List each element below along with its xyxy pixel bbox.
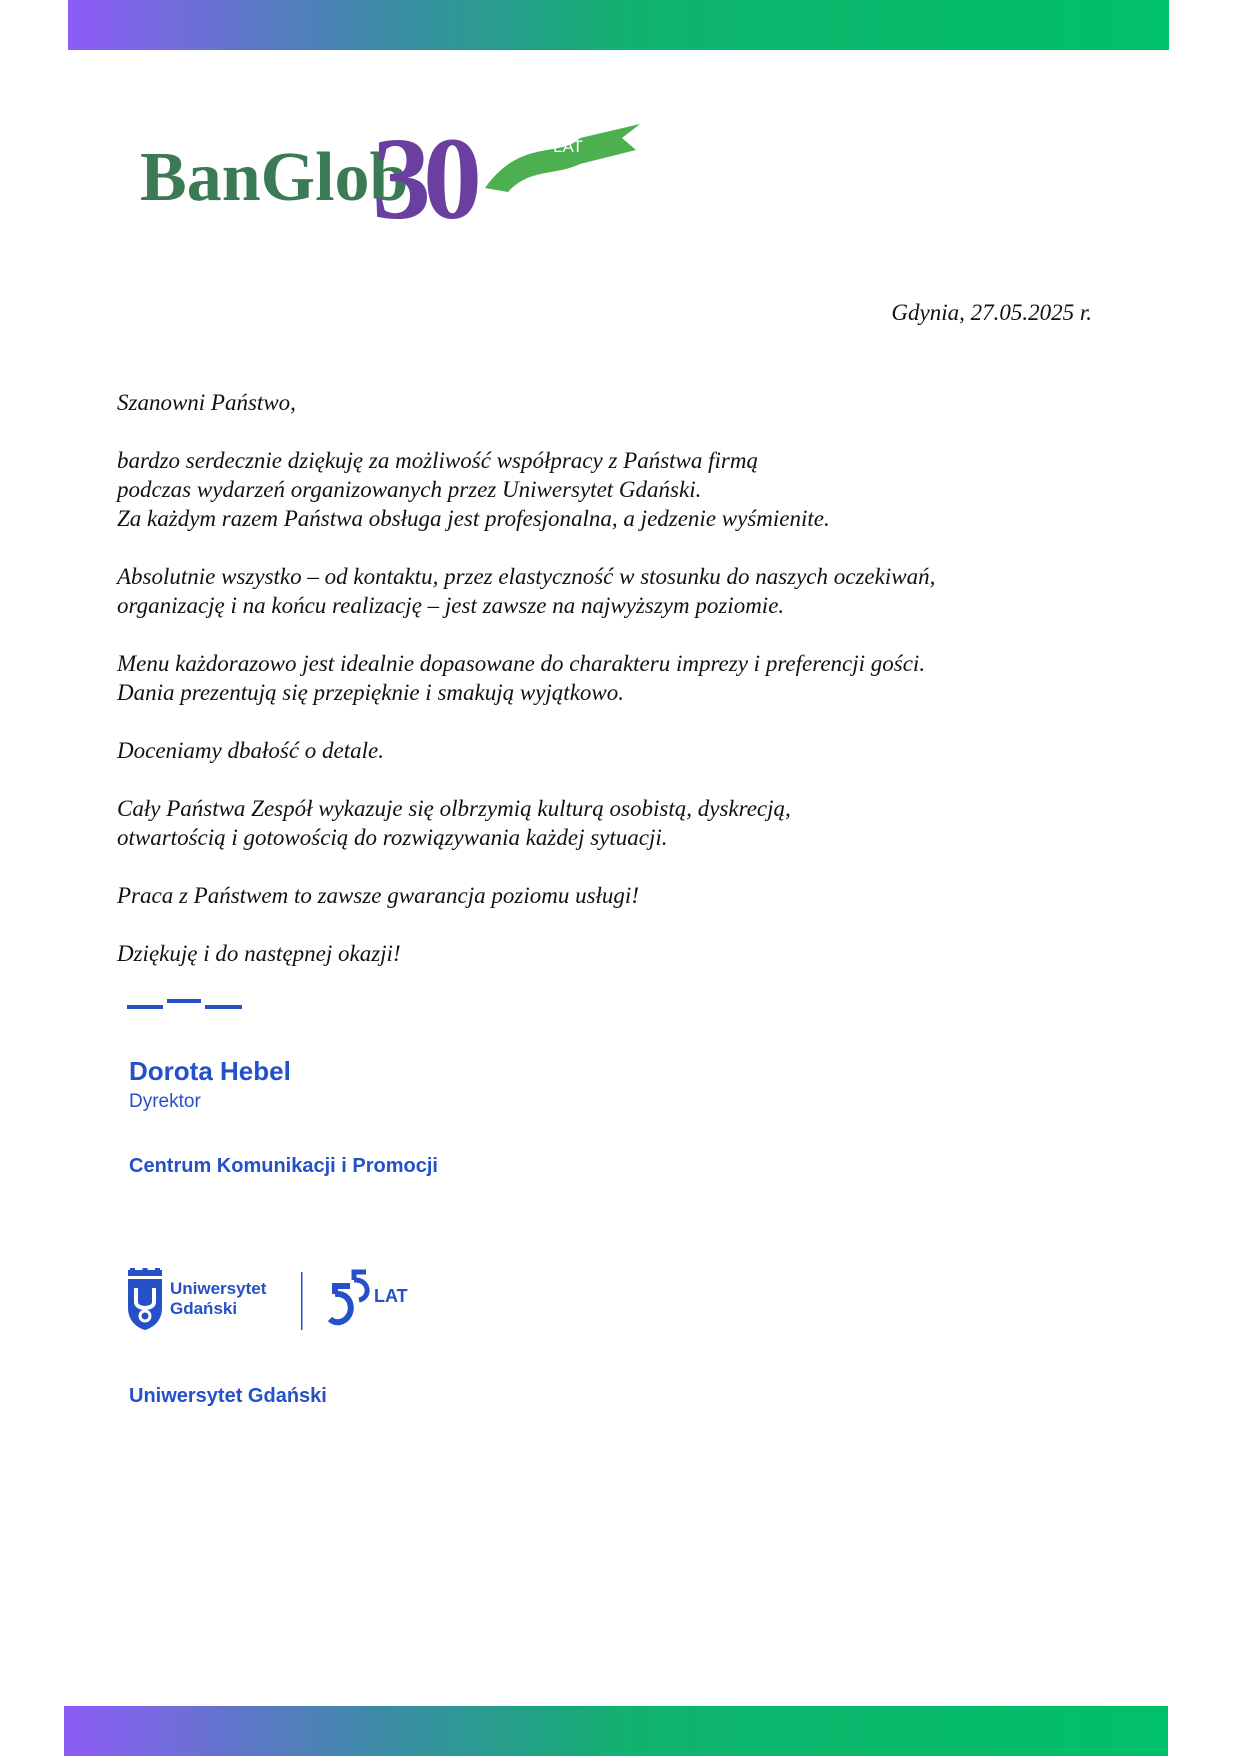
text-line: podczas wydarzeń organizowanych przez Uniwersytet Gdański. (117, 477, 702, 502)
text-line: otwartością i gotowością do rozwiązywania każdej sytuacji. (117, 825, 668, 850)
logo-ribbon-text: LAT (553, 137, 583, 156)
logo-divider (301, 1272, 303, 1330)
signature-line-icon (127, 996, 243, 1012)
text-line: bardzo serdecznie dziękuję za możliwość współpracy z Państwa firmą (117, 448, 758, 473)
text-line: Menu każdorazowo jest idealnie dopasowane do charakteru imprezy i preferencji gości. (117, 651, 926, 676)
logo-brand-name: BanGlob (140, 139, 409, 216)
paragraph (117, 562, 1077, 620)
paragraph (117, 736, 1077, 765)
text-line: Absolutnie wszystko – od kontaktu, przez elastyczność w stosunku do naszych oczekiwań, (117, 564, 936, 589)
top-gradient-band (68, 0, 1169, 50)
text-line: Za każdym razem Państwa obsługa jest profesjonalna, a jedzenie wyśmienite. (117, 506, 830, 531)
salutation: Szanowni Państwo, (117, 390, 296, 415)
logo-number: 30 (372, 118, 474, 238)
text-line: Dania prezentują się przepięknie i smakują wyjątkowo. (117, 680, 624, 705)
paragraph (117, 939, 1077, 968)
ribbon-icon (485, 124, 640, 192)
paragraph (117, 446, 1077, 533)
anniversary-label: LAT (374, 1286, 408, 1306)
anniversary-55-icon (330, 1272, 367, 1322)
university-name-line1: Uniwersytet (170, 1279, 267, 1298)
text-line: Doceniamy dbałość o detale. (117, 738, 384, 763)
paragraph (117, 794, 1077, 852)
letter-body (117, 388, 1077, 997)
footer-organization: Uniwersytet Gdański (129, 1385, 327, 1407)
bottom-gradient-band (64, 1706, 1168, 1756)
signatory-name: Dorota Hebel (129, 1056, 291, 1086)
paragraph (117, 881, 1077, 910)
university-crest-icon (128, 1268, 162, 1330)
university-name-line2: Gdański (170, 1299, 238, 1318)
letter-date: Gdynia, 27.05.2025 r. (891, 300, 1092, 325)
text-line: Praca z Państwem to zawsze gwarancja poziomu usługi! (117, 883, 639, 908)
text-line: organizację i na końcu realizację – jest zawsze na najwyższym poziomie. (117, 593, 785, 618)
text-line: Dziękuję i do następnej okazji! (117, 941, 401, 966)
text-line: Cały Państwa Zespół wykazuje się olbrzymią kulturą osobistą, dyskrecją, (117, 796, 791, 821)
paragraph (117, 649, 1077, 707)
banglob-30-logo (140, 118, 660, 238)
signatory-unit: Centrum Komunikacji i Promocji (129, 1155, 438, 1177)
signatory-role: Dyrektor (129, 1091, 201, 1112)
university-logo (128, 1268, 428, 1336)
